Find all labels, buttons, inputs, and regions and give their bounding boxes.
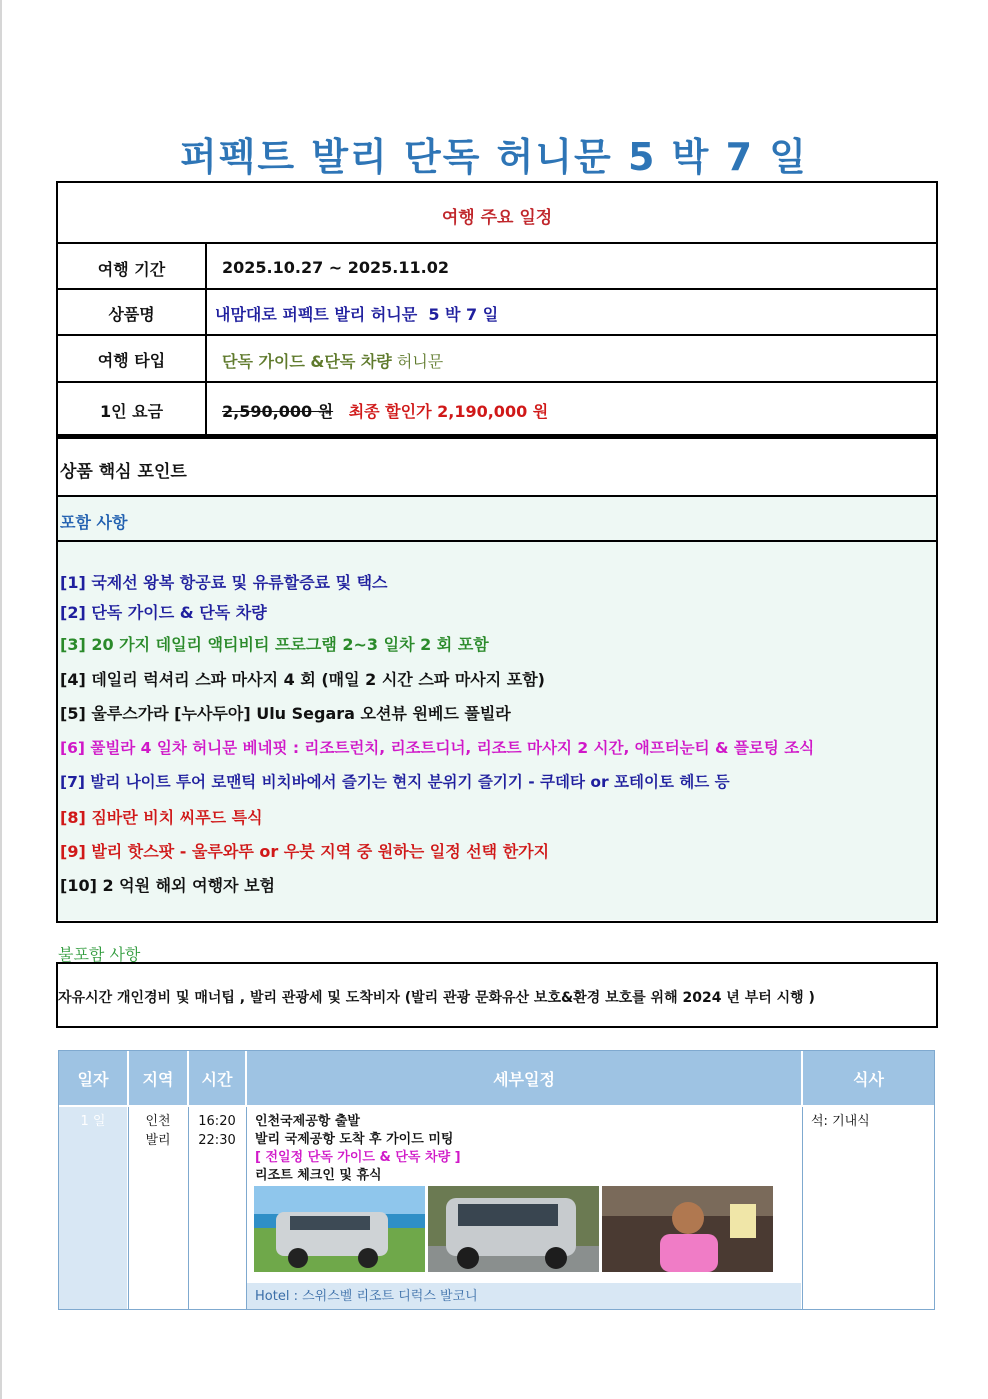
included-item: [9] 발리 핫스팟 - 울루와뚜 or 우붓 지역 중 원하는 일정 선택 한가지 <box>60 842 550 861</box>
detail-line-4: 리조트 체크인 및 휴식 <box>255 1168 382 1183</box>
page-edge <box>0 0 2 1399</box>
travel-type-value <box>222 349 443 372</box>
region-2: 발리 <box>145 1133 171 1148</box>
time-2: 22:30 <box>198 1133 236 1148</box>
hotel-info: Hotel : 스위스벨 리조트 디럭스 발코니 <box>255 1289 478 1304</box>
included-item: [4] 데일리 럭셔리 스파 마사지 4 회 (매일 2 시간 스파 마사지 포함) <box>60 670 545 689</box>
highlights-heading: 상품 핵심 포인트 <box>60 462 187 482</box>
included-item: [5] 울루스가라 [누사두아] Ulu Segara 오션뷰 원베드 풀빌라 <box>60 704 511 723</box>
final-price: 최종 할인가 2,190,000 원 <box>348 402 549 421</box>
travel-type-main: 단독 가이드 &단독 차량 <box>222 352 392 371</box>
product-name-label: 상품명 <box>108 305 155 324</box>
excluded-text: 자유시간 개인경비 및 매너팁 , 발리 관광세 및 도착비자 (발리 관광 문화유산 보호&환경 보호를 위해 2024 년 부터 시행 ) <box>58 990 815 1006</box>
day-cell: 1 일 <box>80 1114 106 1129</box>
product-name-value: 내맘대로 퍼펙트 발리 허니문 5 박 7 일 <box>215 305 499 324</box>
page-title: 퍼펙트 발리 단독 허니문 5 박 7 일 <box>180 135 808 179</box>
price-label: 1인 요금 <box>99 402 164 421</box>
included-item: [6] 풀빌라 4 일차 허니문 베네핏 : 리조트런치, 리조트디너, 리조트 마사지 2 시간, 애프터눈티 & 플로팅 조식 <box>60 739 815 757</box>
header-meal: 식사 <box>803 1051 934 1105</box>
detail-line-3: [ 전일정 단독 가이드 & 단독 차량 ] <box>255 1150 461 1165</box>
included-item: [3] 20 가지 데일리 액티비티 프로그램 2~3 일차 2 회 포함 <box>60 635 489 654</box>
meal-cell: 석: 기내식 <box>811 1114 870 1129</box>
original-price: 2,590,000 원 <box>222 402 334 421</box>
header-region: 지역 <box>129 1051 187 1105</box>
detail-line-2: 발리 국제공항 도착 후 가이드 미팅 <box>255 1132 454 1147</box>
header-day: 일자 <box>59 1051 127 1105</box>
included-item: [1] 국제선 왕복 항공료 및 유류할증료 및 택스 <box>60 573 388 592</box>
summary-heading: 여행 주요 일정 <box>441 208 553 228</box>
van-photo-street <box>428 1186 599 1272</box>
time-1: 16:20 <box>198 1114 236 1129</box>
included-item: [10] 2 억원 해외 여행자 보험 <box>60 876 275 895</box>
header-detail: 세부일정 <box>247 1051 801 1105</box>
guide-photo <box>602 1186 773 1272</box>
travel-type-label: 여행 타입 <box>97 351 166 370</box>
duration-label: 여행 기간 <box>97 260 166 279</box>
van-photo-beach <box>254 1186 425 1272</box>
travel-type-suffix: 허니문 <box>391 352 444 371</box>
included-item: [7] 발리 나이트 투어 로맨틱 비치바에서 즐기는 현지 분위기 즐기기 - 쿠데타 or 포테이토 헤드 등 <box>60 773 730 791</box>
detail-line-1: 인천국제공항 출발 <box>255 1114 360 1129</box>
price-value <box>222 399 548 422</box>
excluded-heading: 불포함 사항 <box>58 945 141 964</box>
duration-value: 2025.10.27 ~ 2025.11.02 <box>222 258 449 277</box>
header-time: 시간 <box>189 1051 245 1105</box>
included-item: [2] 단독 가이드 & 단독 차량 <box>60 603 267 622</box>
region-1: 인천 <box>145 1114 171 1129</box>
included-item: [8] 짐바란 비치 씨푸드 특식 <box>60 808 263 827</box>
included-heading: 포함 사항 <box>60 513 128 532</box>
